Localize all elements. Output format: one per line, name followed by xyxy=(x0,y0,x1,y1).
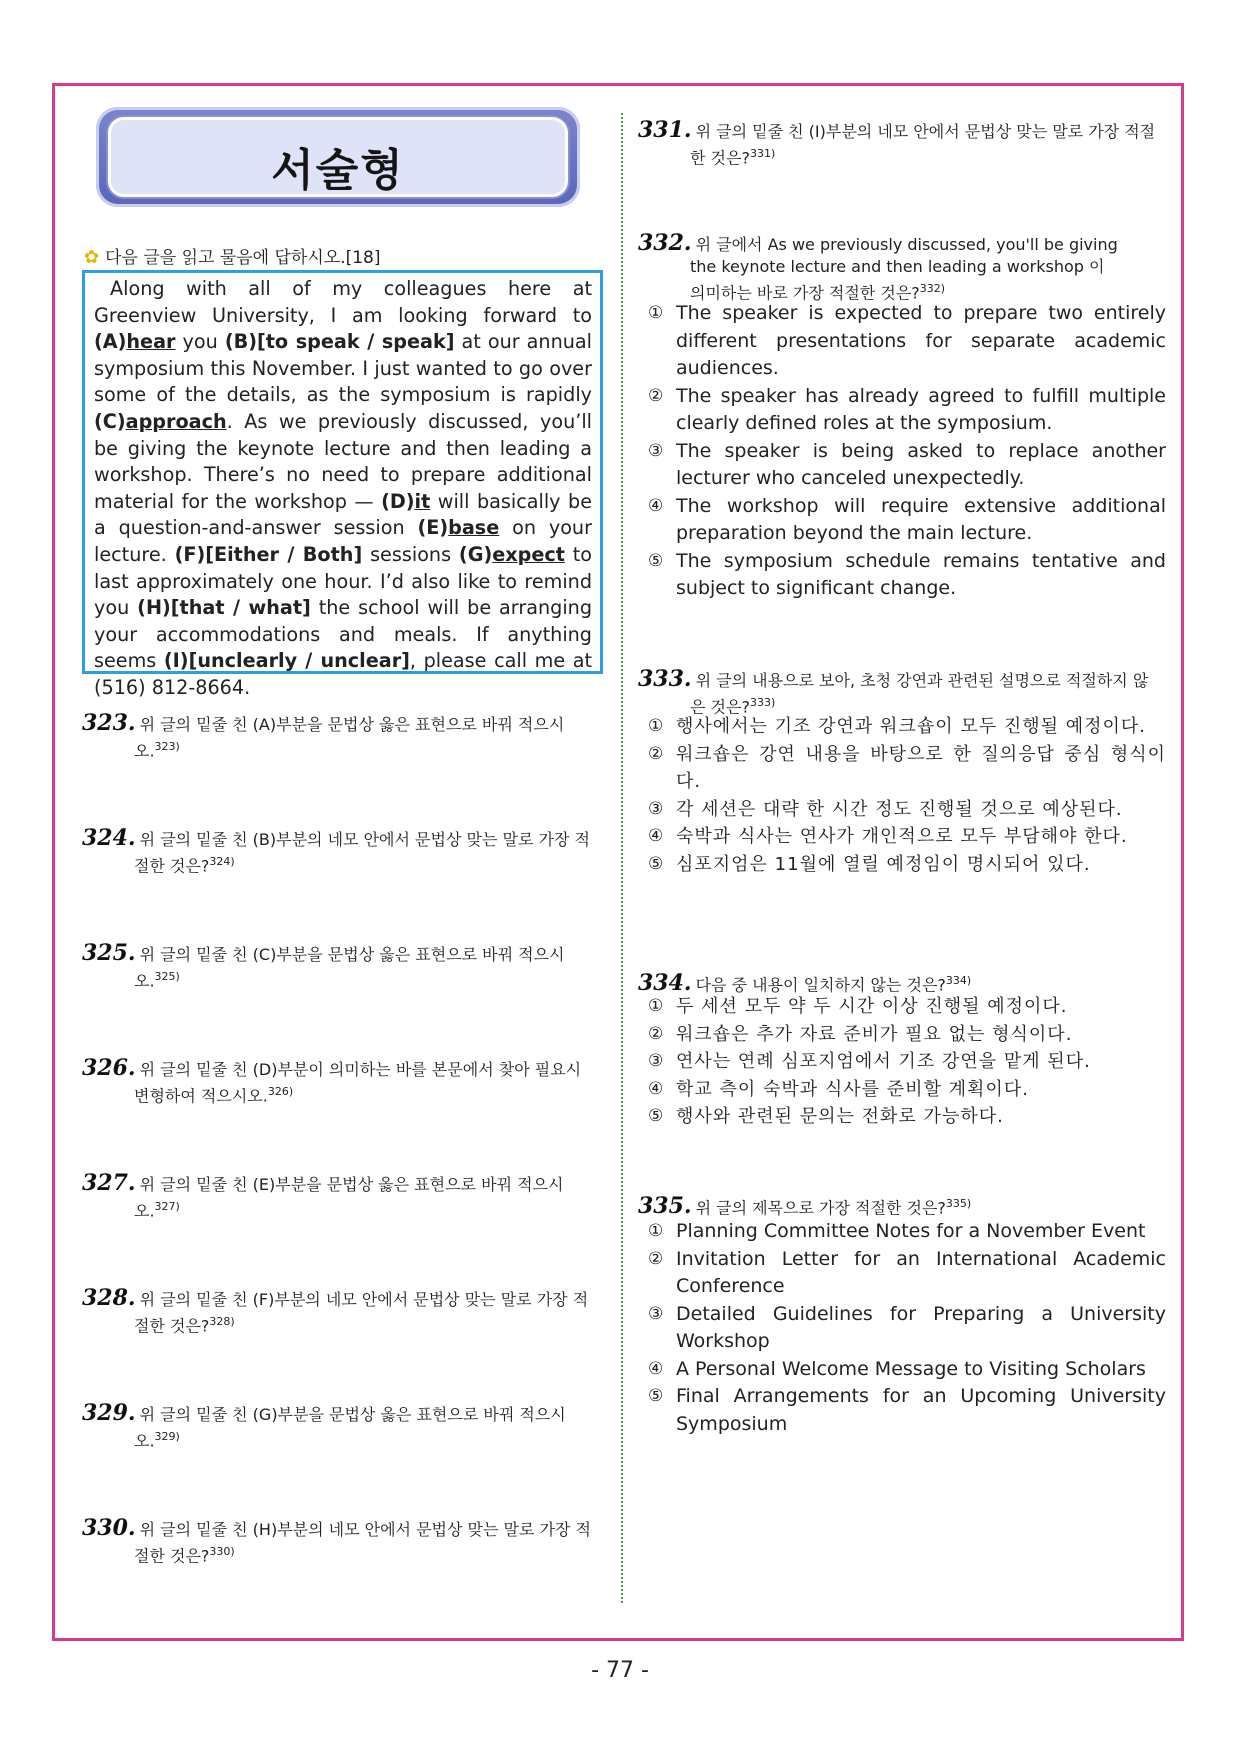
option-4[interactable] xyxy=(648,1356,1166,1384)
option-1[interactable] xyxy=(648,300,1166,383)
question-329 xyxy=(82,1402,602,1452)
question-stem-cont: 변형하여 적으시오. xyxy=(134,1086,268,1106)
box-b: (B)[to speak / speak] xyxy=(224,330,455,354)
question-number: 332. xyxy=(638,230,692,256)
question-stem: 위 글의 밑줄 친 (D)부분이 의미하는 바를 본문에서 찾아 필요시 xyxy=(139,1060,582,1079)
banner-inner xyxy=(108,117,568,197)
label-g: (G) xyxy=(458,542,493,566)
question-stem: 위 글의 밑줄 친 (I)부분의 네모 안에서 문법상 맞는 말로 가장 적절 xyxy=(695,122,1156,141)
page-number: - 77 - xyxy=(591,1658,649,1683)
footnote-ref: 329) xyxy=(154,1430,180,1443)
option-mark: ④ xyxy=(648,1358,664,1379)
underlined-d: it xyxy=(414,489,431,513)
options-334 xyxy=(648,993,1166,1131)
options-335 xyxy=(648,1218,1166,1438)
question-stem: 위 글의 밑줄 친 (F)부분의 네모 안에서 문법상 맞는 말로 가장 적 xyxy=(139,1290,589,1309)
question-333 xyxy=(638,668,1166,718)
passage-segment: the school will be arranging your accommodations and meals. If anything seems xyxy=(94,596,593,673)
option-mark: ② xyxy=(648,385,664,406)
option-text: The speaker is expected to prepare two entirely different presentations for separate academic audiences. xyxy=(676,302,1166,379)
question-stem: 위 글에서 As we previously discussed, you'll be giving xyxy=(695,235,1118,254)
question-stem: 위 글의 밑줄 친 (A)부분을 문법상 옳은 표현으로 바꿔 적으시 xyxy=(139,715,565,734)
label-e: (E) xyxy=(417,516,449,540)
question-number: 331. xyxy=(638,117,692,143)
option-mark: ④ xyxy=(648,495,664,516)
question-number: 327. xyxy=(82,1170,136,1196)
question-330 xyxy=(82,1517,602,1567)
option-mark: ② xyxy=(648,1248,664,1269)
question-number: 326. xyxy=(82,1055,136,1081)
option-mark: ① xyxy=(648,303,664,323)
question-number: 324. xyxy=(82,825,136,851)
option-mark: ③ xyxy=(648,440,664,461)
column-divider xyxy=(621,113,623,1603)
passage-segment: on your lecture. xyxy=(94,516,592,566)
footnote-ref: 332) xyxy=(919,282,946,295)
option-mark: ① xyxy=(648,996,665,1016)
option-3[interactable] xyxy=(648,796,1166,824)
label-a: (A) xyxy=(94,330,127,354)
option-text: 숙박과 식사는 연사가 개인적으로 모두 부담해야 한다. xyxy=(676,826,1128,847)
passage-segment: at our annual symposium this November. I just wanted to go over some of the details, as the symposium is rapidly xyxy=(94,330,592,407)
option-mark: ② xyxy=(648,743,665,764)
option-mark: ③ xyxy=(648,1051,665,1071)
question-stem-cont: 오. xyxy=(134,1201,155,1221)
question-stem-cont: 오. xyxy=(134,741,155,761)
question-stem-cont: 은 것은? xyxy=(690,697,750,717)
option-text: 행사와 관련된 문의는 전화로 가능하다. xyxy=(676,1106,1004,1127)
option-mark: ④ xyxy=(648,1078,665,1099)
question-324 xyxy=(82,827,602,877)
label-c: (C) xyxy=(94,409,126,433)
reading-passage xyxy=(82,270,603,699)
passage-segment: Along with all of my colleagues here at Greenview University, I am looking forward to xyxy=(94,277,592,327)
question-number: 325. xyxy=(82,940,136,966)
question-number: 329. xyxy=(82,1400,136,1426)
question-stem-cont: 절한 것은? xyxy=(134,856,210,876)
flower-icon: ✿ xyxy=(84,247,100,268)
option-mark: ⑤ xyxy=(648,550,664,571)
option-2[interactable] xyxy=(648,741,1166,796)
option-2[interactable] xyxy=(648,1021,1166,1049)
passage-text xyxy=(94,276,592,702)
question-stem-cont: 오. xyxy=(134,1431,155,1451)
option-text: 심포지엄은 11월에 열릴 예정임이 명시되어 있다. xyxy=(676,853,1091,875)
options-333 xyxy=(648,713,1166,878)
footnote-ref: 331) xyxy=(749,147,776,160)
option-text: Invitation Letter for an International Academic Conference xyxy=(676,1247,1166,1297)
option-text: The speaker is being asked to replace another lecturer who canceled unexpectedly. xyxy=(676,439,1166,489)
option-5[interactable] xyxy=(648,548,1166,603)
question-number: 323. xyxy=(82,710,136,736)
passage-segment: sessions xyxy=(362,542,459,566)
option-1[interactable] xyxy=(648,993,1166,1021)
question-number: 328. xyxy=(82,1285,136,1311)
footnote-ref: 323) xyxy=(154,740,180,753)
question-331 xyxy=(638,119,1166,169)
question-stem: 위 글의 제목으로 가장 적절한 것은? xyxy=(695,1198,946,1218)
question-332 xyxy=(638,232,1166,304)
option-4[interactable] xyxy=(648,1076,1166,1104)
passage-segment: . As we previously discussed, you’ll be giving the keynote lecture and then leading a workshop. There’s no need to prepare additional material for the workshop — xyxy=(94,409,592,513)
footnote-ref: 335) xyxy=(945,1197,972,1210)
option-4[interactable] xyxy=(648,493,1166,548)
footnote-ref: 324) xyxy=(209,855,235,868)
box-i: (I)[unclearly / unclear] xyxy=(163,649,410,673)
question-stem: 위 글의 내용으로 보아, 초청 강연과 관련된 설명으로 적절하지 않 xyxy=(695,671,1149,690)
box-f: (F)[Either / Both] xyxy=(174,542,363,566)
question-328 xyxy=(82,1287,602,1337)
question-325 xyxy=(82,942,602,992)
underlined-c: approach xyxy=(125,409,227,433)
option-mark: ③ xyxy=(648,798,665,819)
option-mark: ⑤ xyxy=(648,853,665,874)
option-text: A Personal Welcome Message to Visiting Scholars xyxy=(676,1357,1146,1380)
footnote-ref: 325) xyxy=(154,970,180,983)
option-text: Final Arrangements for an Upcoming University Symposium xyxy=(676,1385,1166,1435)
question-number: 334. xyxy=(638,970,692,997)
options-332 xyxy=(648,300,1166,603)
option-5[interactable] xyxy=(648,1103,1166,1131)
footnote-ref: 330) xyxy=(209,1545,235,1558)
footnote-ref: 333) xyxy=(749,696,776,709)
option-text: 행사에서는 기조 강연과 워크숍이 모두 진행될 예정이다. xyxy=(676,716,1146,737)
question-stem-cont: 절한 것은? xyxy=(134,1546,210,1566)
footnote-ref: 327) xyxy=(154,1200,180,1213)
underlined-a: hear xyxy=(126,330,176,354)
option-text: 학교 측이 숙박과 식사를 준비할 계획이다. xyxy=(676,1078,1029,1100)
underlined-g: expect xyxy=(492,542,565,566)
option-4[interactable] xyxy=(648,823,1166,851)
option-text: The workshop will require extensive additional preparation beyond the main lecture. xyxy=(676,494,1166,544)
question-stem-cont: 한 것은? xyxy=(690,148,750,168)
option-2[interactable] xyxy=(648,1246,1166,1301)
underlined-e: base xyxy=(448,516,500,540)
option-mark: ④ xyxy=(648,826,665,846)
question-323 xyxy=(82,712,602,762)
option-mark: ① xyxy=(648,716,665,736)
question-number: 330. xyxy=(82,1515,136,1541)
question-stem: 위 글의 밑줄 친 (E)부분을 문법상 옳은 표현으로 바꿔 적으시 xyxy=(139,1175,564,1194)
option-text: 두 세션 모두 약 두 시간 이상 진행될 예정이다. xyxy=(676,996,1068,1017)
instruction xyxy=(84,243,381,268)
question-stem: 위 글의 밑줄 친 (G)부분을 문법상 옳은 표현으로 바꿔 적으시 xyxy=(139,1405,566,1424)
question-stem: 위 글의 밑줄 친 (C)부분을 문법상 옳은 표현으로 바꿔 적으시 xyxy=(139,945,565,964)
passage-segment: will basically be a question-and-answer session xyxy=(94,489,593,540)
footnote-ref: 328) xyxy=(209,1315,235,1328)
question-stem: 위 글의 밑줄 친 (B)부분의 네모 안에서 문법상 맞는 말로 가장 적 xyxy=(139,830,590,849)
option-text: The speaker has already agreed to fulfill multiple clearly defined roles at the symposium. xyxy=(676,384,1166,434)
passage-segment: to last approximately one hour. I’d also like to remind you xyxy=(94,542,592,620)
option-text: 연사는 연례 심포지엄에서 기조 강연을 맡게 된다. xyxy=(676,1051,1091,1072)
option-text: Detailed Guidelines for Preparing a University Workshop xyxy=(676,1302,1166,1352)
footnote-ref: 326) xyxy=(267,1085,294,1098)
label-d: (D) xyxy=(381,489,415,513)
option-text: Planning Committee Notes for a November Event xyxy=(676,1220,1146,1242)
option-text: 각 세션은 대략 한 시간 정도 진행될 것으로 예상된다. xyxy=(676,798,1123,820)
question-stem: 다음 중 내용이 일치하지 않는 것은? xyxy=(695,975,946,995)
instruction-text: 다음 글을 읽고 물음에 답하시오.[18] xyxy=(105,248,381,268)
option-text: 워크숍은 강연 내용을 바탕으로 한 질의응답 중심 형식이다. xyxy=(676,743,1166,792)
section-title: 서술형 xyxy=(271,145,405,196)
footnote-ref: 334) xyxy=(945,974,972,987)
option-3[interactable] xyxy=(648,1301,1166,1356)
passage-segment: you xyxy=(175,330,225,354)
question-stem-cont: 절한 것은? xyxy=(134,1316,210,1336)
option-mark: ② xyxy=(648,1023,665,1044)
option-5[interactable] xyxy=(648,1383,1166,1438)
question-number: 333. xyxy=(638,666,692,692)
question-stem: 위 글의 밑줄 친 (H)부분의 네모 안에서 문법상 맞는 말로 가장 적 xyxy=(139,1520,591,1539)
option-1[interactable] xyxy=(648,1218,1166,1246)
question-335 xyxy=(638,1193,1166,1219)
option-mark: ⑤ xyxy=(648,1106,665,1126)
option-text: 워크숍은 추가 자료 준비가 필요 없는 형식이다. xyxy=(676,1023,1073,1045)
option-1[interactable] xyxy=(648,713,1166,741)
question-stem-cont: 의미하는 바로 가장 적절한 것은? xyxy=(690,283,920,303)
question-stem-cont: the keynote lecture and then leading a workshop 이 xyxy=(690,257,1105,276)
option-5[interactable] xyxy=(648,851,1166,879)
question-327 xyxy=(82,1172,602,1222)
option-text: The symposium schedule remains tentative and subject to significant change. xyxy=(676,549,1166,599)
box-h: (H)[that / what] xyxy=(137,596,311,620)
option-mark: ⑤ xyxy=(648,1386,664,1406)
option-mark: ① xyxy=(648,1221,664,1241)
question-number: 335. xyxy=(638,1193,692,1220)
question-326 xyxy=(82,1057,602,1107)
option-3[interactable] xyxy=(648,438,1166,493)
option-mark: ③ xyxy=(648,1303,664,1324)
option-2[interactable] xyxy=(648,383,1166,438)
option-3[interactable] xyxy=(648,1048,1166,1076)
question-stem-cont: 오. xyxy=(134,971,155,991)
passage-segment: , please call me at (516) 812-8664. xyxy=(94,649,592,699)
section-title-banner xyxy=(96,107,580,207)
